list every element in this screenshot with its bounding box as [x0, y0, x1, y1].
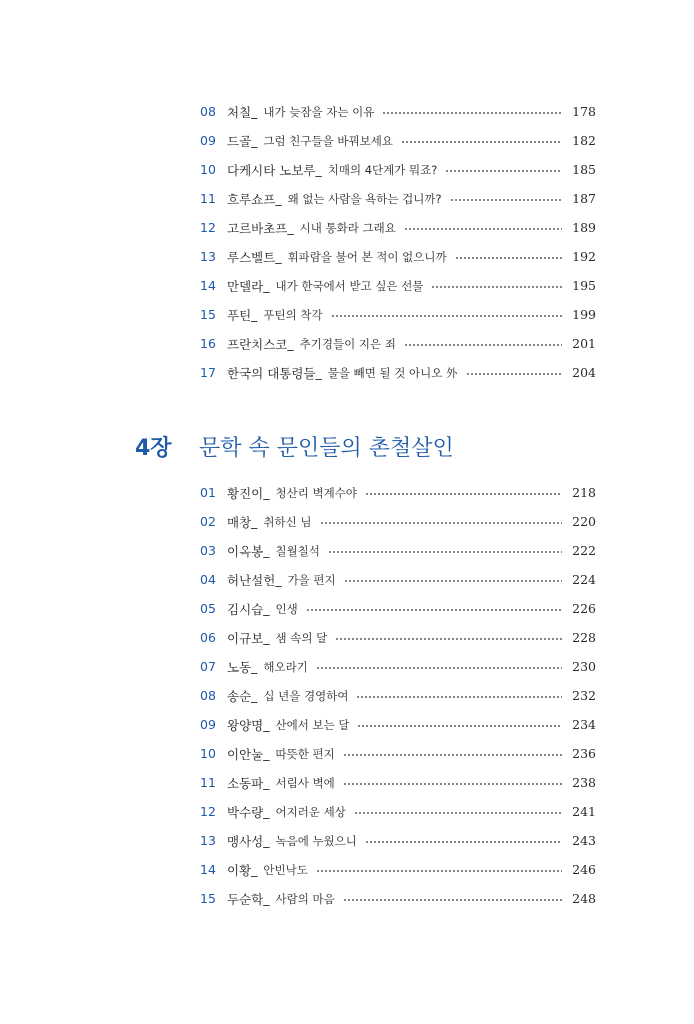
entry-number: 09	[200, 717, 216, 732]
entry-number: 03	[200, 543, 216, 558]
dot-leader	[331, 315, 562, 317]
dot-leader	[343, 783, 562, 785]
chapter-number: 4장	[135, 435, 172, 461]
dot-leader	[335, 638, 562, 640]
toc-entry	[200, 358, 596, 387]
toc-entry	[200, 184, 596, 213]
chapter-heading	[135, 428, 454, 464]
entry-person: 이황	[227, 862, 252, 878]
dot-leader	[316, 870, 562, 872]
entry-page-number: 241	[572, 804, 596, 819]
entry-title: 취하신 님	[263, 514, 312, 529]
entry-page-number: 189	[572, 220, 596, 235]
entry-person: 만델라	[227, 278, 264, 294]
entry-separator: _	[263, 630, 270, 645]
entry-separator: _	[287, 336, 294, 351]
entry-page-number: 236	[572, 746, 596, 761]
entry-person: 처칠	[227, 104, 252, 120]
dot-leader	[344, 580, 562, 582]
entry-page-number: 185	[572, 162, 596, 177]
toc-entry	[200, 271, 596, 300]
toc-entry	[200, 565, 596, 594]
entry-person: 매창	[227, 514, 252, 530]
toc-entry	[200, 884, 596, 913]
dot-leader	[401, 141, 562, 143]
entry-number: 15	[200, 891, 216, 906]
entry-page-number: 178	[572, 104, 596, 119]
toc-entry	[200, 710, 596, 739]
entry-person: 다케시타 노보루	[227, 162, 316, 178]
entry-separator: _	[251, 307, 258, 322]
entry-number: 14	[200, 278, 216, 293]
entry-person: 소동파	[227, 775, 264, 791]
dot-leader	[354, 812, 562, 814]
entry-number: 13	[200, 249, 216, 264]
toc-entry	[200, 681, 596, 710]
entry-person: 두순학	[227, 891, 264, 907]
entry-person: 김시습	[227, 601, 264, 617]
entry-number: 07	[200, 659, 216, 674]
dot-leader	[450, 199, 562, 201]
entry-person: 이옥봉	[227, 543, 264, 559]
entry-number: 12	[200, 804, 216, 819]
entry-page-number: 226	[572, 601, 596, 616]
entry-page-number: 201	[572, 336, 596, 351]
entry-person: 황진이	[227, 485, 264, 501]
entry-title: 샘 속의 달	[275, 630, 328, 645]
entry-number: 11	[200, 191, 216, 206]
entry-page-number: 220	[572, 514, 596, 529]
entry-page-number: 182	[572, 133, 596, 148]
entry-title: 따뜻한 편지	[275, 746, 335, 761]
entry-title: 어지러운 세상	[275, 804, 346, 819]
toc-entry	[200, 242, 596, 271]
entry-title: 왜 없는 사람을 욕하는 겁니까?	[287, 191, 442, 206]
entry-title: 추기경들이 지은 죄	[299, 336, 396, 351]
entry-person: 고르바초프	[227, 220, 288, 236]
entry-person: 허난설헌	[227, 572, 276, 588]
entry-separator: _	[275, 572, 282, 587]
toc-entry	[200, 826, 596, 855]
entry-page-number: 232	[572, 688, 596, 703]
toc-entry	[200, 97, 596, 126]
entry-separator: _	[251, 659, 258, 674]
entry-person: 왕양명	[227, 717, 264, 733]
entry-page-number: 187	[572, 191, 596, 206]
entry-person: 흐루쇼프	[227, 191, 276, 207]
toc-entry	[200, 126, 596, 155]
dot-leader	[357, 725, 562, 727]
toc-list-chapter-4	[200, 478, 596, 913]
entry-separator: _	[263, 833, 270, 848]
dot-leader	[343, 754, 562, 756]
entry-separator: _	[275, 191, 282, 206]
entry-title: 칠월칠석	[275, 543, 320, 558]
entry-title: 십 년을 경영하여	[263, 688, 349, 703]
toc-entry	[200, 213, 596, 242]
entry-number: 11	[200, 775, 216, 790]
toc-entry	[200, 623, 596, 652]
entry-person: 이안눌	[227, 746, 264, 762]
entry-separator: _	[263, 891, 270, 906]
entry-page-number: 246	[572, 862, 596, 877]
entry-number: 05	[200, 601, 216, 616]
entry-page-number: 243	[572, 833, 596, 848]
entry-person: 한국의 대통령들	[227, 365, 316, 381]
entry-separator: _	[287, 220, 294, 235]
entry-number: 12	[200, 220, 216, 235]
entry-title: 휘파람을 불어 본 적이 없으니까	[287, 249, 447, 264]
entry-number: 09	[200, 133, 216, 148]
entry-page-number: 230	[572, 659, 596, 674]
entry-title: 가을 편지	[287, 572, 336, 587]
entry-number: 04	[200, 572, 216, 587]
dot-leader	[320, 522, 563, 524]
entry-title: 인생	[275, 601, 298, 616]
toc-entry	[200, 536, 596, 565]
dot-leader	[365, 493, 562, 495]
entry-title: 치매의 4단계가 뭐죠?	[327, 162, 438, 177]
toc-entry	[200, 594, 596, 623]
toc-entry	[200, 768, 596, 797]
entry-person: 이규보	[227, 630, 264, 646]
entry-title: 청산리 벽계수야	[275, 485, 357, 500]
entry-separator: _	[251, 104, 258, 119]
entry-person: 맹사성	[227, 833, 264, 849]
entry-separator: _	[315, 162, 322, 177]
entry-separator: _	[263, 485, 270, 500]
entry-title: 안빈낙도	[263, 862, 308, 877]
dot-leader	[455, 257, 562, 259]
entry-page-number: 204	[572, 365, 596, 380]
entry-title: 산에서 보는 달	[275, 717, 350, 732]
entry-separator: _	[275, 249, 282, 264]
entry-separator: _	[315, 365, 322, 380]
dot-leader	[445, 170, 562, 172]
entry-page-number: 238	[572, 775, 596, 790]
entry-title: 물을 빼면 될 것 아니오 外	[327, 365, 458, 380]
entry-person: 프란치스코	[227, 336, 288, 352]
entry-number: 17	[200, 365, 216, 380]
entry-page-number: 192	[572, 249, 596, 264]
entry-page-number: 224	[572, 572, 596, 587]
toc-entry	[200, 855, 596, 884]
dot-leader	[431, 286, 562, 288]
entry-number: 08	[200, 104, 216, 119]
entry-person: 송순	[227, 688, 252, 704]
entry-separator: _	[263, 543, 270, 558]
dot-leader	[306, 609, 562, 611]
entry-number: 13	[200, 833, 216, 848]
entry-page-number: 222	[572, 543, 596, 558]
entry-page-number: 228	[572, 630, 596, 645]
dot-leader	[328, 551, 562, 553]
entry-title: 내가 한국에서 받고 싶은 선물	[275, 278, 424, 293]
entry-page-number: 195	[572, 278, 596, 293]
dot-leader	[382, 112, 562, 114]
toc-entry	[200, 652, 596, 681]
entry-separator: _	[263, 746, 270, 761]
entry-title: 푸틴의 착각	[263, 307, 323, 322]
entry-person: 드골	[227, 133, 252, 149]
entry-page-number: 218	[572, 485, 596, 500]
entry-person: 푸틴	[227, 307, 252, 323]
entry-separator: _	[251, 688, 258, 703]
dot-leader	[343, 899, 562, 901]
entry-separator: _	[251, 514, 258, 529]
dot-leader	[365, 841, 562, 843]
entry-page-number: 199	[572, 307, 596, 322]
entry-title: 서림사 벽에	[275, 775, 335, 790]
chapter-title: 문학 속 문인들의 촌철살인	[199, 435, 454, 461]
entry-separator: _	[251, 862, 258, 877]
entry-number: 06	[200, 630, 216, 645]
entry-number: 16	[200, 336, 216, 351]
entry-page-number: 234	[572, 717, 596, 732]
entry-person: 루스벨트	[227, 249, 276, 265]
entry-separator: _	[263, 717, 270, 732]
dot-leader	[316, 667, 562, 669]
entry-number: 01	[200, 485, 216, 500]
toc-entry	[200, 797, 596, 826]
toc-list-previous-chapter	[200, 97, 596, 387]
entry-number: 02	[200, 514, 216, 529]
entry-number: 14	[200, 862, 216, 877]
entry-separator: _	[263, 775, 270, 790]
entry-number: 10	[200, 162, 216, 177]
entry-title: 그럼 친구들을 바꿔보세요	[263, 133, 393, 148]
entry-number: 10	[200, 746, 216, 761]
entry-person: 박수량	[227, 804, 264, 820]
toc-entry	[200, 507, 596, 536]
entry-separator: _	[263, 601, 270, 616]
entry-person: 노동	[227, 659, 252, 675]
toc-entry	[200, 155, 596, 184]
toc-entry	[200, 478, 596, 507]
entry-separator: _	[251, 133, 258, 148]
entry-separator: _	[263, 278, 270, 293]
dot-leader	[466, 373, 562, 375]
dot-leader	[404, 344, 562, 346]
entry-title: 내가 늦잠을 자는 이유	[263, 104, 375, 119]
entry-number: 15	[200, 307, 216, 322]
dot-leader	[404, 228, 562, 230]
toc-entry	[200, 300, 596, 329]
entry-page-number: 248	[572, 891, 596, 906]
entry-number: 08	[200, 688, 216, 703]
entry-title: 시내 통화라 그래요	[299, 220, 396, 235]
entry-title: 사람의 마음	[275, 891, 335, 906]
entry-separator: _	[263, 804, 270, 819]
entry-title: 녹음에 누웠으니	[275, 833, 357, 848]
dot-leader	[356, 696, 562, 698]
toc-entry	[200, 329, 596, 358]
entry-title: 해오라기	[263, 659, 308, 674]
toc-entry	[200, 739, 596, 768]
